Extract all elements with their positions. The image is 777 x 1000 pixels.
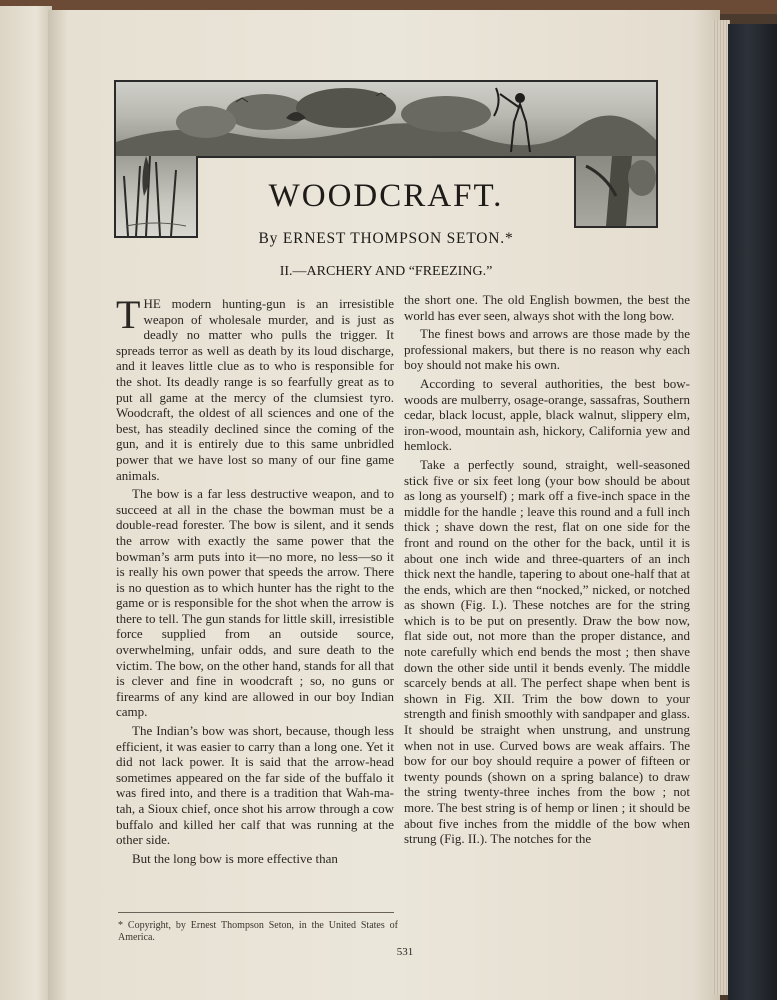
author-byline: By ERNEST THOMPSON SETON.*: [258, 230, 514, 247]
footnote-rule: [118, 912, 394, 913]
right-column: [404, 292, 690, 847]
paragraph-text: HE modern hunting-gun is an irresistible weapon of wholesale murder, and is just as deadly no matter who pulls the trigger. It spreads terror as well as death by its loud discharge, and it leaves little clue as to who is responsible for the shot. Its deadly range is so fearfully great as to put all game at the mercy of the clumsiest tyro. Woodcraft, the oldest of all sciences and one of the best, has steadily declined since the coming of the gun, and it is entirely due to this same unbridled power that we have lost so many of our fine game animals.: [116, 296, 394, 483]
book-cover: [728, 24, 777, 1000]
paragraph: The Indian’s bow was short, because, though less efficient, it was easier to carry than a long one. Yet it did not lack power. It is said that the arrow-head sometimes appeared on the far side of the buffalo it was fired into, and there is a tradition that Wah-ma-tah, a Sioux chief, once shot his arrow through a cow buffalo and killed her calf that was running at the other side.: [116, 723, 394, 848]
header-illustration: [114, 80, 658, 158]
paragraph: [116, 292, 394, 483]
facing-page: [0, 6, 52, 1000]
article-title: WOODCRAFT.: [268, 178, 504, 214]
paragraph: the short one. The old English bowmen, the best the world has ever seen, always shot with the long bow.: [404, 292, 690, 323]
section-subheading: II.—ARCHERY AND “FREEZING.”: [279, 264, 493, 279]
paragraph: But the long bow is more effective than: [132, 850, 338, 866]
paragraph: According to several authorities, the best bow-woods are mulberry, osage-orange, sassafras, Southern cedar, black locust, apple, black walnut, slippery elm, iron-wood, mountain ash, hickory, California yew and hemlock.: [404, 375, 690, 454]
tree-illustration: [574, 156, 658, 228]
left-column: [116, 292, 394, 866]
heron-illustration: [114, 156, 198, 238]
drop-cap: T: [116, 292, 141, 337]
paragraph: Take a perfectly sound, straight, well-seasoned stick five or six feet long (your bow should be about as long as yourself) ; mark off a five-inch space in the middle for the handle ; leave this round and a full inch thick ; shave down the rest, flat on one side for the front and round on the other for the back, until it is about one inch wide and three-quarters of an inch thick next the handle, tapering to about one-half that at the ends, which are then “nocked,” nicked, or notched as shown (Fig. I.). These notches are for the string which is to be put on presently. Draw the bow now, flat side out, not more than the proper distance, and note carefully which end bends the most ; then shave down the other side until it bends evenly. The middle scarcely bends at all. The perfect shape when bent is shown in Fig. XII. Trim the bow down to your strength and finish smoothly with sandpaper and glass. It should be straight when unstrung, and unstrung when not in use. Curved bows are weak affairs. The bow for our boy should require a power of fifteen or twenty pounds (shown on a spring balance) to draw the string twenty-three inches from the bow ; not more. The best string is of hemp or linen ; it should be about five inches from the middle of the bow when strung (Fig. II.). The notches for the: [404, 456, 690, 847]
paragraph: The bow is a far less destructive weapon, and to succeed at all in the chase the bowman must be a double-read forester. The bow is silent, and it sends the arrow with exactly the same power that the bowman’s arm puts into it—no more, no less—so it is really his own power that speeds the arrow. There is no question as to which hunter has the right to the game or is responsible for the shot when the arrow is there to tell. The gun stands for little skill, irresistible force supplied from an outside source, overwhelming, unfair odds, and sure death to the victim. The bow, on the other hand, stands for all that is clever and fine in woodcraft ; so, no guns or firearms of any kind are allowed in our boy Indian camp.: [116, 486, 394, 720]
copyright-footnote: * Copyright, by Ernest Thompson Seton, in the United States of America.: [118, 920, 398, 943]
page-number: 531: [396, 946, 414, 958]
paragraph: The finest bows and arrows are those made by the professional makers, but there is no reason why each boy should not make his own.: [404, 326, 690, 373]
